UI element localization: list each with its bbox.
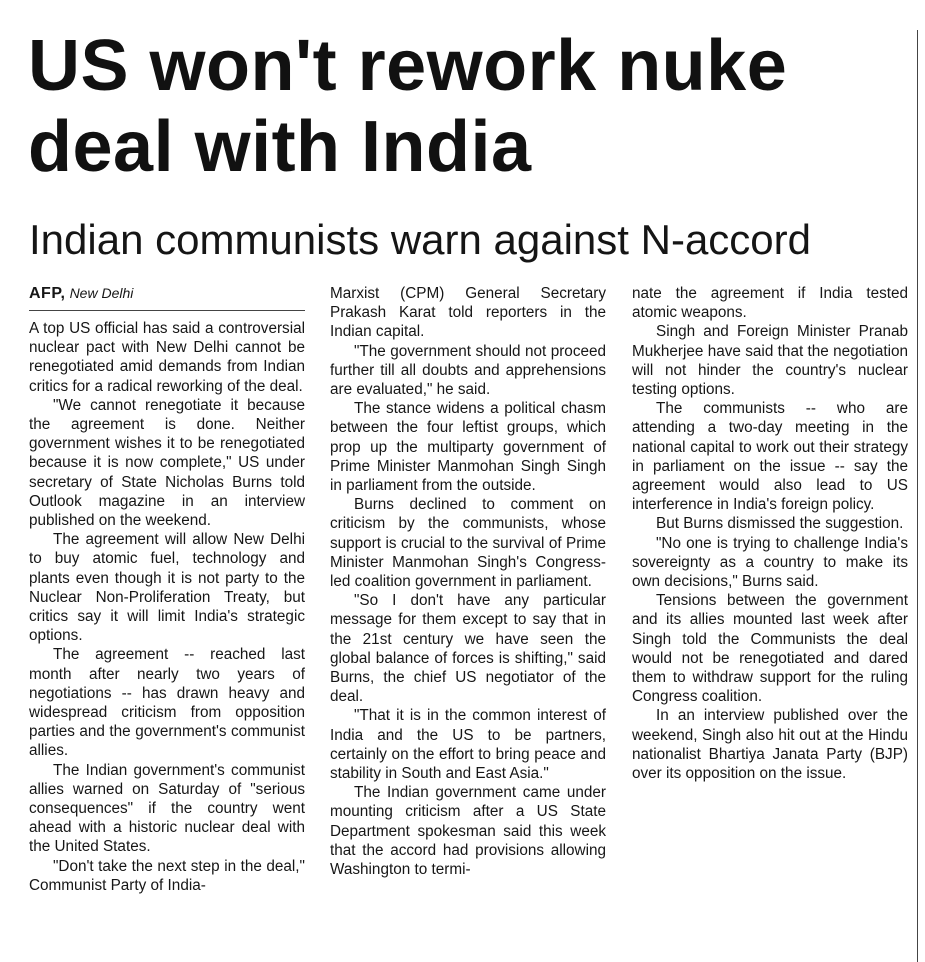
paragraph: "The government should not proceed further till all doubts and apprehensions are evaluated," he said.	[330, 342, 606, 399]
paragraph: "Don't take the next step in the deal," Communist Party of India-	[29, 857, 305, 894]
byline-agency: AFP,	[29, 285, 66, 302]
paragraph: A top US official has said a controversial nuclear pact with New Delhi cannot be renegotiated amid demands from Indian critics for a radical reworking of the deal.	[29, 320, 305, 395]
paragraph: The Indian government's communist allies warned on Saturday of "serious consequences" if the country went ahead with a historic nuclear deal with the United States.	[29, 761, 305, 856]
paragraph: The Indian government came under mounting criticism after a US State Department spokesman said this week that the accord had provisions allowing Washington to termi-	[330, 784, 606, 879]
paragraph: The agreement will allow New Delhi to buy atomic fuel, technology and plants even though it is not party to the Nuclear Non-Proliferation Treaty, but critics say it will limit India's strategic options.	[29, 531, 305, 645]
paragraph: "That it is in the common interest of India and the US to be partners, certainly on the effort to bring peace and stability in South and East Asia."	[330, 707, 606, 783]
paragraph: The communists -- who are attending a two-day meeting in the national capital to work out their strategy in parliament on the issue -- say the agreement would also lead to US interference in India's foreign policy.	[632, 400, 908, 514]
paragraph: "No one is trying to challenge India's sovereignty as a country to make its own decisions," Burns said.	[632, 534, 908, 591]
subheadline: Indian communists warn against N-accord	[29, 216, 812, 263]
paragraph: But Burns dismissed the suggestion.	[656, 515, 904, 533]
byline	[29, 283, 305, 311]
paragraph: Marxist (CPM) General Secretary Prakash Karat told reporters in the Indian capital.	[330, 285, 606, 341]
article-column-3	[632, 284, 908, 783]
article-column-2	[330, 284, 606, 879]
paragraph: nate the agreement if India tested atomic weapons.	[632, 285, 908, 322]
paragraph: The stance widens a political chasm between the four leftist groups, which prop up the multiparty government of Prime Minister Manmohan Singh Singh in parliament from the outside.	[330, 400, 606, 495]
byline-dateline: New Delhi	[69, 285, 134, 301]
paragraph: Tensions between the government and its allies mounted last week after Singh told the Communists the deal would not be renegotiated and dared them to withdraw support for the ruling Congress coalition.	[632, 592, 908, 706]
paragraph: Singh and Foreign Minister Pranab Mukherjee have said that the negotiation will not hinder the country's nuclear testing options.	[632, 323, 908, 399]
paragraph: Burns declined to comment on criticism by the communists, whose support is crucial to the survival of Prime Minister Manmohan Singh's Congress-led coalition government in parliament.	[330, 496, 606, 591]
paragraph: In an interview published over the weekend, Singh also hit out at the Hindu nationalist Bhartiya Janata Party (BJP) over its opposition on the issue.	[632, 707, 908, 783]
article-column-1	[29, 283, 305, 895]
column-rule	[917, 30, 918, 962]
paragraph: "So I don't have any particular message for them except to say that in the 21st century we have seen the global balance of forces is shifting," said Burns, the chief US negotiator of the deal.	[330, 592, 606, 706]
paragraph: The agreement -- reached last month after nearly two years of negotiations -- has drawn heavy and widespread criticism from opposition parties and the government's communist allies.	[29, 646, 305, 760]
paragraph: "We cannot renegotiate it because the agreement is done. Neither government wishes it to be renegotiated because it is now complete," US under secretary of State Nicholas Burns told Outlook magazine in an interview published on the weekend.	[29, 396, 305, 530]
headline: US won't rework nuke deal with India	[28, 26, 788, 187]
